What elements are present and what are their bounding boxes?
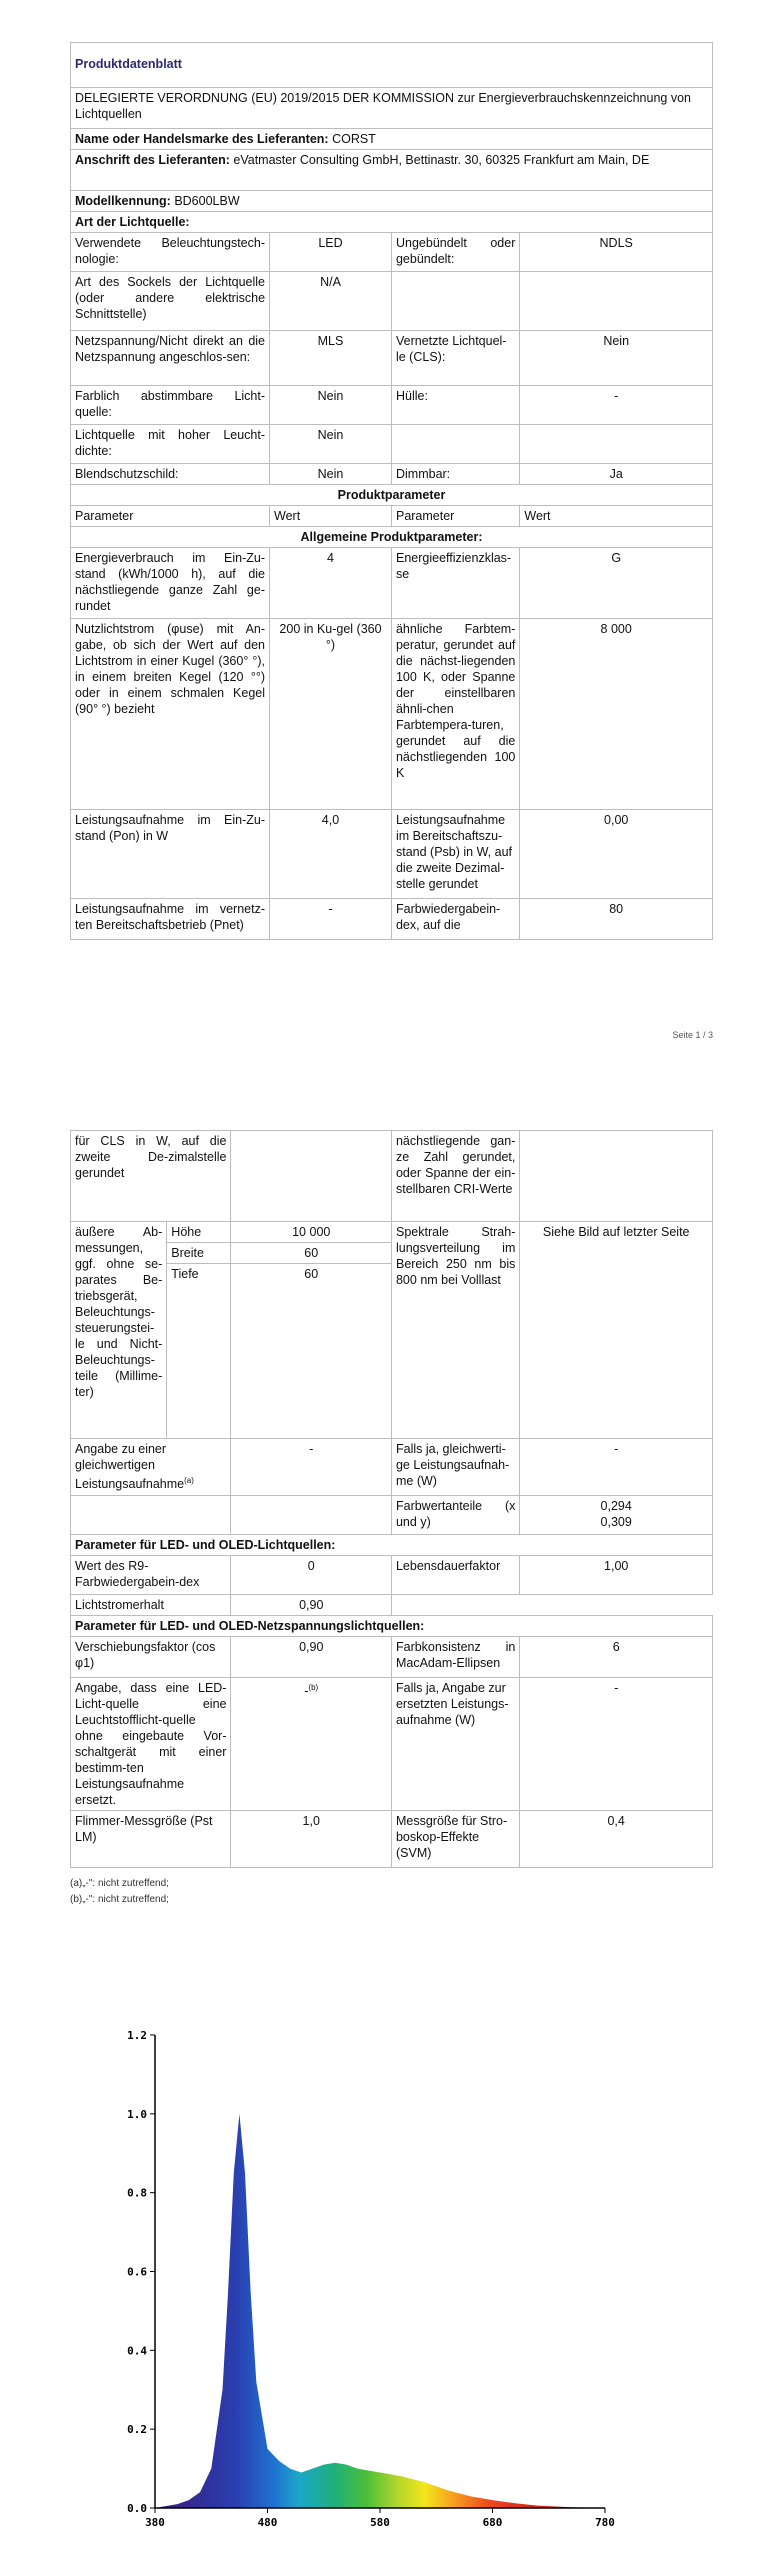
- cell-value: [231, 1131, 392, 1222]
- cell-value: NDLS: [520, 233, 713, 272]
- page-number: Seite 1 / 3: [672, 1030, 713, 1040]
- replace-value: -: [304, 1684, 309, 1699]
- cell-value: [520, 425, 713, 464]
- column-header: Parameter: [71, 506, 270, 527]
- supplier-name-label: Name oder Handelsmarke des Lieferanten:: [75, 132, 329, 146]
- cell-value: 4: [270, 548, 392, 619]
- column-header: Wert: [520, 506, 713, 527]
- table-row: [71, 1637, 713, 1678]
- cell-value: 60: [231, 1243, 392, 1264]
- table-header-row: [71, 506, 713, 527]
- cell-label: Spektrale Strah-lungsverteilung im Bereich 250 nm bis 800 nm bei Volllast: [391, 1222, 519, 1439]
- page-title: Produktdatenblatt: [71, 43, 713, 88]
- table-row: [71, 272, 713, 331]
- cell-value: [520, 1496, 713, 1535]
- y-tick-label: 0.0: [127, 2502, 147, 2515]
- table-row: [71, 1678, 713, 1811]
- led-params-heading: Parameter für LED- und OLED-Lichtquellen:: [71, 1535, 713, 1556]
- cell-label: Energieeffizienzklas-se: [391, 548, 519, 619]
- table-row: [71, 1496, 713, 1535]
- y-tick-label: 1.2: [127, 2029, 147, 2042]
- cell-value: 8 000: [520, 619, 713, 810]
- cell-label: Verschiebungsfaktor (cos φ1): [71, 1637, 231, 1678]
- model-label: Modellkennung:: [75, 194, 171, 208]
- table-row: [71, 619, 713, 810]
- cell-label: [391, 425, 519, 464]
- table-row: [71, 899, 713, 940]
- x-tick-label: 380: [145, 2516, 165, 2529]
- params-heading: Produktparameter: [71, 485, 713, 506]
- cell-label: Art des Sockels der Lichtquelle (oder andere elektrische Schnittstelle): [71, 272, 270, 331]
- cell-label: Farblich abstimmbare Licht-quelle:: [71, 386, 270, 425]
- table-row: [71, 548, 713, 619]
- dimensions-label: äußere Ab-messungen, ggf. ohne se-parates Be-triebsgerät, Beleuchtungs-steuerungstei-le und Nicht-Beleuchtungs-teile (Millime-ter): [71, 1222, 167, 1439]
- cell-value: 0,90: [231, 1595, 392, 1616]
- y-tick-label: 1.0: [127, 2107, 147, 2121]
- cell-value: Nein: [270, 425, 392, 464]
- supplier-name-row: [71, 129, 713, 150]
- cell-value: Nein: [270, 386, 392, 425]
- cell-value: MLS: [270, 331, 392, 386]
- table-row: [71, 1811, 713, 1868]
- cell-label: Tiefe: [167, 1264, 231, 1439]
- regulation-text: DELEGIERTE VERORDNUNG (EU) 2019/2015 DER KOMMISSION zur Energieverbrauchskennzeichnung von Lichtquellen: [71, 88, 713, 129]
- cell-value: [231, 1496, 392, 1535]
- table-row: [71, 233, 713, 272]
- footnote-ref: (b): [308, 1683, 319, 1692]
- cell-label: Falls ja, Angabe zur ersetzten Leistungs-aufnahme (W): [391, 1678, 519, 1811]
- model-row: [71, 191, 713, 212]
- header-table: [70, 42, 713, 233]
- cell-value: 1,0: [231, 1811, 392, 1868]
- cell-label: [71, 1496, 231, 1535]
- table-row: [71, 464, 713, 485]
- cell-label: Farbwertanteile (x und y): [391, 1496, 519, 1535]
- plot-area: [127, 2029, 615, 2529]
- light-type-heading: Art der Lichtquelle:: [71, 212, 713, 233]
- cell-label: Hülle:: [391, 386, 519, 425]
- cell-value: Nein: [520, 331, 713, 386]
- cell-value: 0,00: [520, 810, 713, 899]
- cell-value: 0,4: [520, 1811, 713, 1868]
- cell-value: 0,90: [231, 1637, 392, 1678]
- cell-label: Verwendete Beleuchtungstech-nologie:: [71, 233, 270, 272]
- cell-value: [520, 272, 713, 331]
- cell-label: Farbkonsistenz in MacAdam-Ellipsen: [391, 1637, 519, 1678]
- supplier-address-label: Anschrift des Lieferanten:: [75, 153, 230, 167]
- cell-label: Dimmbar:: [391, 464, 519, 485]
- cell-value: 4,0: [270, 810, 392, 899]
- cell-label: Farbwiedergabein-dex, auf die: [391, 899, 519, 940]
- cell-label: Falls ja, gleichwerti-ge Leistungsaufnah-me (W): [391, 1439, 519, 1496]
- cell-value: Ja: [520, 464, 713, 485]
- cell-value: 10 000: [231, 1222, 392, 1243]
- cell-label: [391, 272, 519, 331]
- cell-value: G: [520, 548, 713, 619]
- table-row: [71, 1222, 713, 1243]
- params-table-continued: [70, 1130, 713, 1868]
- equiv-label: Angabe zu einer gleichwertigen Leistungsaufnahme: [75, 1442, 185, 1492]
- y-tick-label: 0.2: [127, 2423, 147, 2437]
- cell-value: 200 in Ku-gel (360 °): [270, 619, 392, 810]
- column-header: Wert: [270, 506, 392, 527]
- cell-label: Lebensdauerfaktor: [391, 1556, 519, 1595]
- cell-value: -: [270, 899, 392, 940]
- cell-label: Blendschutzschild:: [71, 464, 270, 485]
- spectrum-area: [155, 2114, 605, 2508]
- cell-label: Breite: [167, 1243, 231, 1264]
- footnote-a: (a)„-": nicht zutreffend;: [70, 1878, 169, 1889]
- y-tick-label: 0.6: [127, 2265, 147, 2279]
- chroma-x: 0,294: [600, 1499, 632, 1513]
- table-row: [71, 810, 713, 899]
- cell-label: Angabe, dass eine LED-Licht-quelle eine Leuchtstofflicht-quelle ohne eingebaute Vor-schaltgerät mit einer bestimm-ten Leistungsaufnahme ersetzt.: [71, 1678, 231, 1811]
- table-row: [71, 1439, 713, 1496]
- y-tick-label: 0.4: [127, 2344, 147, 2358]
- cell-label: nächstliegende gan-ze Zahl gerundet, oder Spanne der ein-stellbaren CRI-Werte: [391, 1131, 519, 1222]
- chroma-y: 0,309: [600, 1515, 632, 1529]
- cell-value: 0: [231, 1556, 392, 1595]
- cell-label: ähnliche Farbtem-peratur, gerundet auf die nächst-liegenden 100 K, oder Spanne der einstellbaren ähnli-chen Farbtempera-turen, gerundet auf die nächstliegenden 100 K: [391, 619, 519, 810]
- table-row: [71, 1595, 713, 1616]
- mains-params-heading: Parameter für LED- und OLED-Netzspannungslichtquellen:: [71, 1616, 713, 1637]
- cell-label: Höhe: [167, 1222, 231, 1243]
- cell-value: -: [231, 1439, 392, 1496]
- cell-label: Ungebündelt oder gebündelt:: [391, 233, 519, 272]
- x-tick-label: 480: [257, 2516, 278, 2529]
- cell-value: 1,00: [520, 1556, 713, 1595]
- footnote-b: (b)„-": nicht zutreffend;: [70, 1894, 169, 1905]
- cell-label: Energieverbrauch im Ein-Zu-stand (kWh/1000 h), auf die nächstliegende ganze Zahl ge-rundet: [71, 548, 270, 619]
- supplier-address-row: [71, 150, 713, 191]
- table-row: [71, 1131, 713, 1222]
- spectrum-chart: [0, 2000, 783, 2560]
- cell-value: [520, 1131, 713, 1222]
- x-tick-label: 680: [482, 2516, 503, 2529]
- cell-value: Siehe Bild auf letzter Seite: [520, 1222, 713, 1439]
- cell-label: für CLS in W, auf die zweite De-zimalstelle gerundet: [71, 1131, 231, 1222]
- cell-value: -: [520, 1678, 713, 1811]
- model-id: BD600LBW: [174, 194, 240, 208]
- cell-label: Leistungsaufnahme im Ein-Zu-stand (Pon) in W: [71, 810, 270, 899]
- cell-empty: [391, 1595, 712, 1616]
- general-params-heading: Allgemeine Produktparameter:: [71, 527, 713, 548]
- cell-label: Netzspannung/Nicht direkt an die Netzspannung angeschlos-sen:: [71, 331, 270, 386]
- supplier-name: CORST: [332, 132, 376, 146]
- cell-label: Vernetzte Lichtquel-le (CLS):: [391, 331, 519, 386]
- cell-value: LED: [270, 233, 392, 272]
- cell-value: Nein: [270, 464, 392, 485]
- footnote-ref: (a): [184, 1476, 194, 1485]
- cell-label: Leistungsaufnahme im vernetz-ten Bereitschaftsbetrieb (Pnet): [71, 899, 270, 940]
- cell-label: Leistungsaufnahme im Bereitschaftszu-stand (Psb) in W, auf die zweite Dezimal-stelle gerundet: [391, 810, 519, 899]
- x-tick-label: 780: [595, 2516, 615, 2529]
- cell-label: Lichtstromerhalt: [71, 1595, 231, 1616]
- cell-value: 80: [520, 899, 713, 940]
- datasheet-page-2: [70, 1130, 713, 1908]
- cell-value: -: [520, 1439, 713, 1496]
- table-row: [71, 1556, 713, 1595]
- cell-label: Flimmer-Messgröße (Pst LM): [71, 1811, 231, 1868]
- cell-value: [231, 1678, 392, 1811]
- table-row: [71, 331, 713, 386]
- cell-value: -: [520, 386, 713, 425]
- params-table: [70, 484, 713, 940]
- cell-value: 60: [231, 1264, 392, 1439]
- cell-value: N/A: [270, 272, 392, 331]
- cell-label: Messgröße für Stro-boskop-Effekte (SVM): [391, 1811, 519, 1868]
- table-row: [71, 386, 713, 425]
- x-tick-label: 580: [370, 2516, 390, 2529]
- cell-label: Nutzlichtstrom (φuse) mit An-gabe, ob sich der Wert auf den Lichtstrom in einer Kugel (360° °), in einem breiten Kegel (120 °°) oder in einem schmalen Kegel (90° °) bezieht: [71, 619, 270, 810]
- cell-label: [71, 1439, 231, 1496]
- light-type-table: [70, 232, 713, 485]
- column-header: Parameter: [391, 506, 519, 527]
- datasheet-page-1: [70, 42, 713, 940]
- cell-label: Lichtquelle mit hoher Leucht-dichte:: [71, 425, 270, 464]
- supplier-address: eVatmaster Consulting GmbH, Bettinastr. 30, 60325 Frankfurt am Main, DE: [233, 153, 650, 167]
- cell-label: Wert des R9-Farbwiedergabein-dex: [71, 1556, 231, 1595]
- table-row: [71, 425, 713, 464]
- y-tick-label: 0.8: [127, 2186, 147, 2200]
- cell-value: 6: [520, 1637, 713, 1678]
